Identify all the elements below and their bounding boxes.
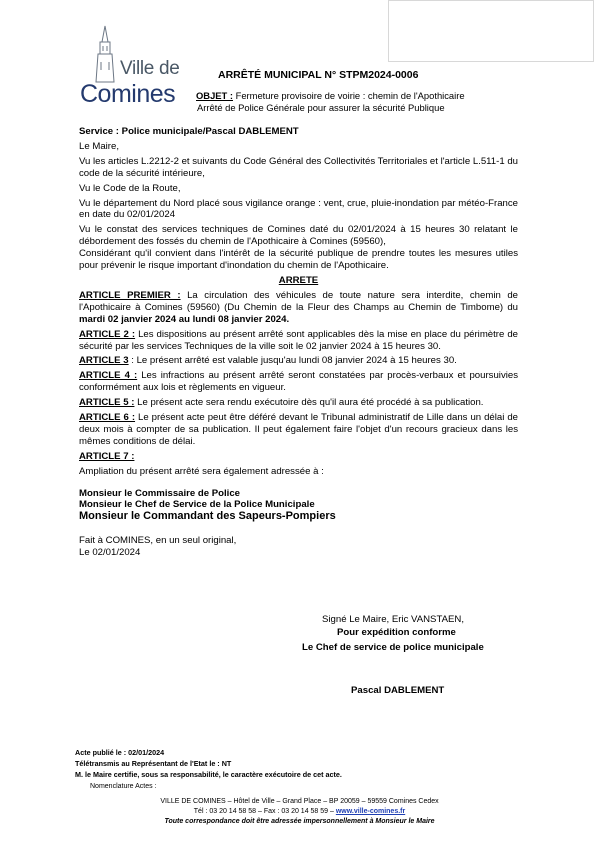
recipient: Monsieur le Commandant des Sapeurs-Pompiers <box>79 510 336 523</box>
nomenclature: Nomenclature Actes : <box>90 783 157 790</box>
article-2 <box>79 329 518 353</box>
website-link[interactable]: www.ville-comines.fr <box>335 808 406 815</box>
contact-line <box>82 807 517 817</box>
vu-item: Vu le constat des services techniques de Comines daté du 02/01/2024 à 15 heures 30 relatant le débordement des fossés du chemin de l'Apothicaire à Comines (59560), <box>79 224 518 248</box>
article-2-text: Les dispositions au présent arrêté sont applicables dès la mise en place du périmètre de sécurité par les services Techniques de la ville soit le 02 janvier 2024 à 15 heures 30. <box>79 328 518 352</box>
church-tower-icon <box>92 24 118 84</box>
signature-name: Pascal DABLEMENT <box>351 685 445 696</box>
city-logo <box>80 24 195 109</box>
signature-conforme: Pour expédition conforme <box>337 627 456 638</box>
objet-line-2: Arrêté de Police Générale pour assurer la sécurité Publique <box>197 102 445 113</box>
acte-publie: Acte publié le : 02/01/2024 <box>75 748 165 757</box>
tel-fax: Tél : 03 20 14 58 58 – Fax : 03 20 14 58 59 – <box>193 808 336 815</box>
recipient: Monsieur le Commissaire de Police <box>79 487 241 499</box>
ampliation-line: Ampliation du présent arrêté sera également adressée à : <box>79 465 324 477</box>
address-line: VILLE DE COMINES – Hôtel de Ville – Grand Place – BP 20059 – 59559 Comines Cedex <box>160 798 439 805</box>
article-4-label: ARTICLE 4 : <box>79 370 138 382</box>
article-3-text: : Le présent arrêté est valable jusqu'au lundi 08 janvier 2024 à 15 heures 30. <box>128 355 457 367</box>
article-1-label: ARTICLE PREMIER : <box>79 289 181 301</box>
address-footer <box>82 797 517 827</box>
vu-item: Vu les articles L.2212-2 et suivants du Code Général des Collectivités Territoriales et l'article L.511-1 du code de la sécurité intérieure, <box>79 155 518 179</box>
article-3 <box>79 355 518 367</box>
article-3-label: ARTICLE 3 <box>79 355 129 367</box>
fait-line: Fait à COMINES, en un seul original, <box>79 535 237 547</box>
article-7 <box>79 451 518 463</box>
article-1 <box>79 290 518 326</box>
objet-label: OBJET : <box>196 90 233 101</box>
article-6-label: ARTICLE 6 : <box>79 412 136 424</box>
certification: M. le Maire certifie, sous sa responsabilité, le caractère exécutoire de cet acte. <box>75 770 342 779</box>
article-4-text: Les infractions au présent arrêté seront constatées par procès-verbaux et poursuivies conformément aux lois et règlements en vigueur. <box>79 370 519 394</box>
considerant-item: Considérant qu'il convient dans l'intérêt de la sécurité publique de prendre toutes les mesures utiles pour prévenir le risque important d'inondation du chemin de l'Apothicaire. <box>79 248 518 272</box>
vu-item: Vu le Code de la Route, <box>79 182 181 194</box>
logo-comines-text: Comines <box>80 80 176 108</box>
teletransmis: Télétransmis au Représentant de l'Etat le : NT <box>75 759 232 768</box>
signature-role: Le Chef de service de police municipale <box>302 642 484 653</box>
article-5-label: ARTICLE 5 : <box>79 397 135 409</box>
logo-ville-text: Ville de <box>120 58 180 79</box>
article-4 <box>79 370 518 394</box>
service-line: Service : Police municipale/Pascal DABLEMENT <box>79 126 299 137</box>
article-7-label: ARTICLE 7 : <box>79 450 135 462</box>
stamp-box <box>388 0 594 62</box>
article-5-text: Le présent acte sera rendu exécutoire dès qu'il aura été procédé à sa publication. <box>134 397 484 409</box>
article-1-dates: mardi 02 janvier 2024 au lundi 08 janvier 2024. <box>79 313 290 325</box>
arrete-heading: ARRETE <box>278 274 319 286</box>
vu-item: Vu le département du Nord placé sous vigilance orange : vent, crue, pluie-inondation par météo-France en date du 02/01/2024 <box>79 197 518 221</box>
publication-footer <box>75 747 342 780</box>
maire-line: Le Maire, <box>79 140 119 152</box>
recipient: Monsieur le Chef de Service de la Police Municipale <box>79 499 315 511</box>
correspondence-note: Toute correspondance doit être adressée impersonnellement à Monsieur le Maire <box>164 818 435 825</box>
document-body <box>79 126 518 559</box>
article-5 <box>79 397 518 409</box>
objet-text: Fermeture provisoire de voirie : chemin de l'Apothicaire <box>232 90 465 101</box>
date-line: Le 02/01/2024 <box>79 547 141 559</box>
signature-signed: Signé Le Maire, Eric VANSTAEN, <box>322 614 464 625</box>
document-title: ARRÊTÉ MUNICIPAL N° STPM2024-0006 <box>218 69 419 81</box>
article-1-text: La circulation des véhicules de toute nature sera interdite, chemin de l'Apothicaire à Comines (59560) (Du Chemin de la Fleur des Champs au Chemin de Timbome) du <box>79 289 518 313</box>
article-2-label: ARTICLE 2 : <box>79 328 136 340</box>
article-6-text: Le présent acte peut être déféré devant le Tribunal administratif de Lille dans un délai de deux mois à compter de sa publication. Il peut également faire l'objet d'un recours gracieux dans les mêmes conditions de délai. <box>79 412 518 447</box>
objet-line <box>196 90 465 102</box>
article-6 <box>79 412 518 448</box>
